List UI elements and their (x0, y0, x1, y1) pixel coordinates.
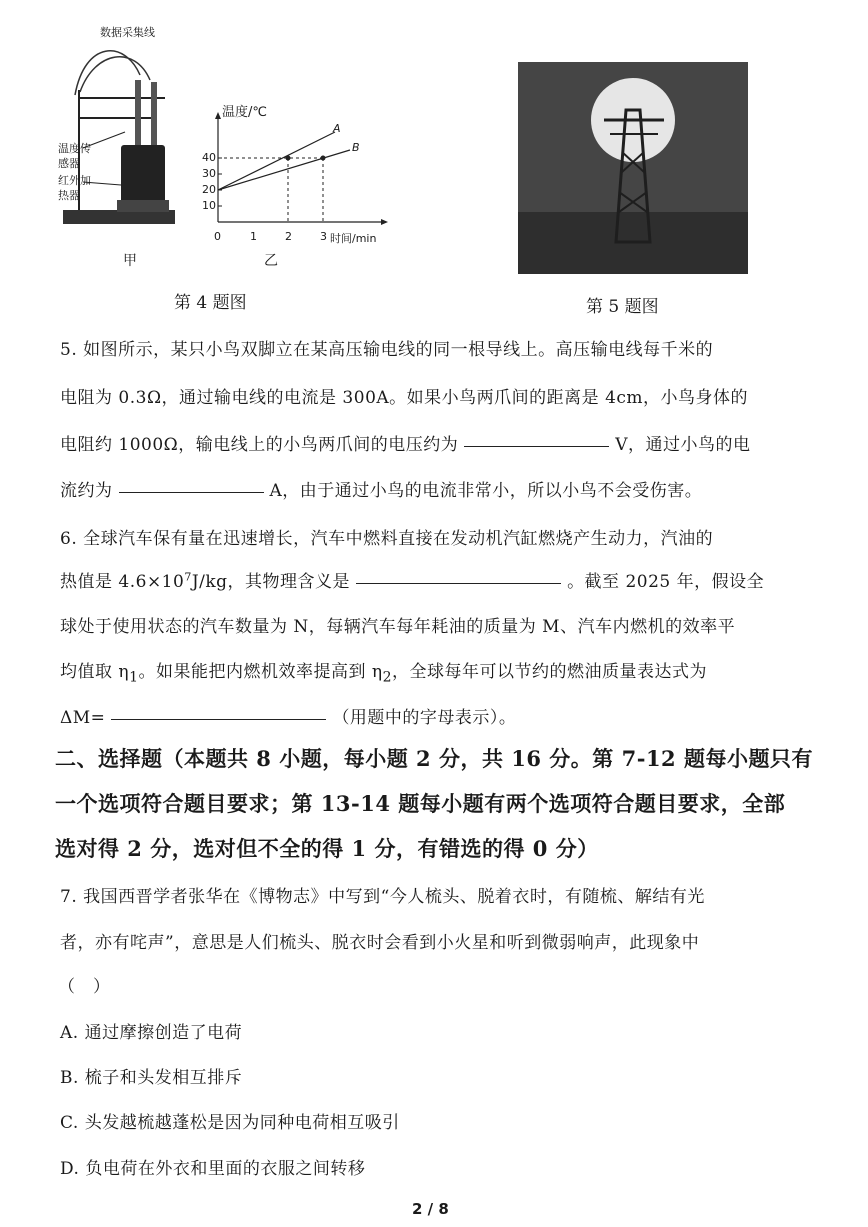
q6-line5 (60, 703, 516, 728)
q5-line2: 电阻为 0.3Ω，通过输电线的电流是 300A。如果小鸟两爪间的距离是 4cm，小鸟身体的 (60, 388, 749, 408)
q6-line4-text-b: 。如果能把内燃机效率提高到 η (138, 662, 383, 682)
graph-x-tick-1: 1 (250, 230, 257, 243)
q5-line4-text-a: 流约为 (60, 481, 113, 501)
q6-eta2-sub: 2 (382, 669, 393, 686)
q6-line4-text-c: ，全球每年可以节约的燃油质量表达式为 (392, 662, 708, 682)
label-ir-heater-2: 热器 (58, 189, 80, 202)
q6-line5-text-a: ΔM= (60, 708, 106, 728)
section2-line1: 二、选择题（本题共 8 小题，每小题 2 分，共 16 分。第 7-12 题每小题只有 (55, 746, 813, 771)
q7-option-c[interactable]: C. 头发越梳越蓬松是因为同种电荷相互吸引 (60, 1113, 400, 1133)
graph-x-tick-2: 2 (285, 230, 292, 243)
q5-line4 (60, 476, 702, 501)
q5-line3-text-b: V，通过小鸟的电 (615, 435, 751, 455)
label-jia: 甲 (123, 253, 137, 269)
graph-y-tick-30: 30 (202, 167, 216, 180)
q6-line4 (60, 657, 707, 685)
q5-line3-text-a: 电阻约 1000Ω，输电线上的小鸟两爪间的电压约为 (60, 435, 459, 455)
q5-line4-text-b: A，由于通过小鸟的电流非常小，所以小鸟不会受伤害。 (269, 481, 703, 501)
graph-y-label: 温度/℃ (222, 105, 267, 120)
section2-line3: 选对得 2 分，选对但不全的得 1 分，有错选的得 0 分） (55, 836, 599, 861)
q6-delta-m-blank[interactable] (111, 718, 326, 720)
q5-current-blank[interactable] (119, 491, 264, 493)
q7-answer-bracket[interactable]: （ ） (58, 977, 111, 997)
q7-line2: 者，亦有咤声”，意思是人们梳头、脱衣时会看到小火星和听到微弱响声，此现象中 (60, 933, 700, 953)
figure4-graph (200, 100, 390, 250)
q5-voltage-blank[interactable] (464, 445, 609, 447)
q5-line1: 5. 如图所示，某只小鸟双脚立在某高压输电线的同一根导线上。高压输电线每千米的 (60, 340, 714, 360)
q7-option-a[interactable]: A. 通过摩擦创造了电荷 (60, 1023, 243, 1043)
graph-x-tick-0: 0 (214, 230, 221, 243)
graph-y-tick-10: 10 (202, 199, 216, 212)
graph-line-b-label: B (352, 141, 360, 154)
q6-exponent: 7 (184, 570, 192, 584)
q6-meaning-blank[interactable] (356, 582, 561, 584)
q6-line2-text-b: J/kg，其物理含义是 (191, 572, 351, 592)
q6-line5-text-b: （用题中的字母表示）。 (332, 708, 517, 728)
temperature-time-graph (200, 100, 390, 250)
label-yi: 乙 (264, 253, 278, 269)
q6-eta1-sub: 1 (129, 669, 139, 686)
figure4-caption: 第 4 题图 (174, 293, 247, 313)
q6-line2-text-a: 热值是 4.6×10 (60, 572, 185, 592)
label-ir-heater-1: 红外加 (58, 174, 91, 187)
q6-line2 (60, 567, 764, 592)
graph-line-a-label: A (333, 122, 341, 135)
page-number: 2 / 8 (412, 1200, 449, 1218)
q6-line4-text-a: 均值取 η (60, 662, 130, 682)
bird-on-powerline-image (518, 62, 748, 274)
graph-y-tick-40: 40 (202, 151, 216, 164)
q7-line1: 7. 我国西晋学者张华在《博物志》中写到“今人梳头、脱着衣时，有随梳、解结有光 (60, 887, 705, 907)
label-temp-sensor-1: 温度传 (58, 142, 91, 155)
q6-line2-text-c: 。截至 2025 年，假设全 (567, 572, 765, 592)
q6-line1: 6. 全球汽车保有量在迅速增长，汽车中燃料直接在发动机汽缸燃烧产生动力，汽油的 (60, 529, 714, 549)
figure5-photo (518, 62, 748, 274)
q5-line3 (60, 430, 751, 455)
graph-y-tick-20: 20 (202, 183, 216, 196)
q7-option-d[interactable]: D. 负电荷在外衣和里面的衣服之间转移 (60, 1159, 366, 1179)
q7-option-b[interactable]: B. 梳子和头发相互排斥 (60, 1068, 243, 1088)
label-data-line: 数据采集线 (100, 26, 155, 39)
section2-line2: 一个选项符合题目要求；第 13-14 题每小题有两个选项符合题目要求，全部 (55, 791, 786, 816)
label-temp-sensor-2: 感器 (58, 157, 80, 170)
figure5-caption: 第 5 题图 (586, 297, 659, 317)
graph-x-tick-3: 3 (320, 230, 327, 243)
q6-line3: 球处于使用状态的汽车数量为 N，每辆汽车每年耗油的质量为 M、汽车内燃机的效率平 (60, 617, 736, 637)
graph-x-label: 时间/min (330, 232, 377, 245)
